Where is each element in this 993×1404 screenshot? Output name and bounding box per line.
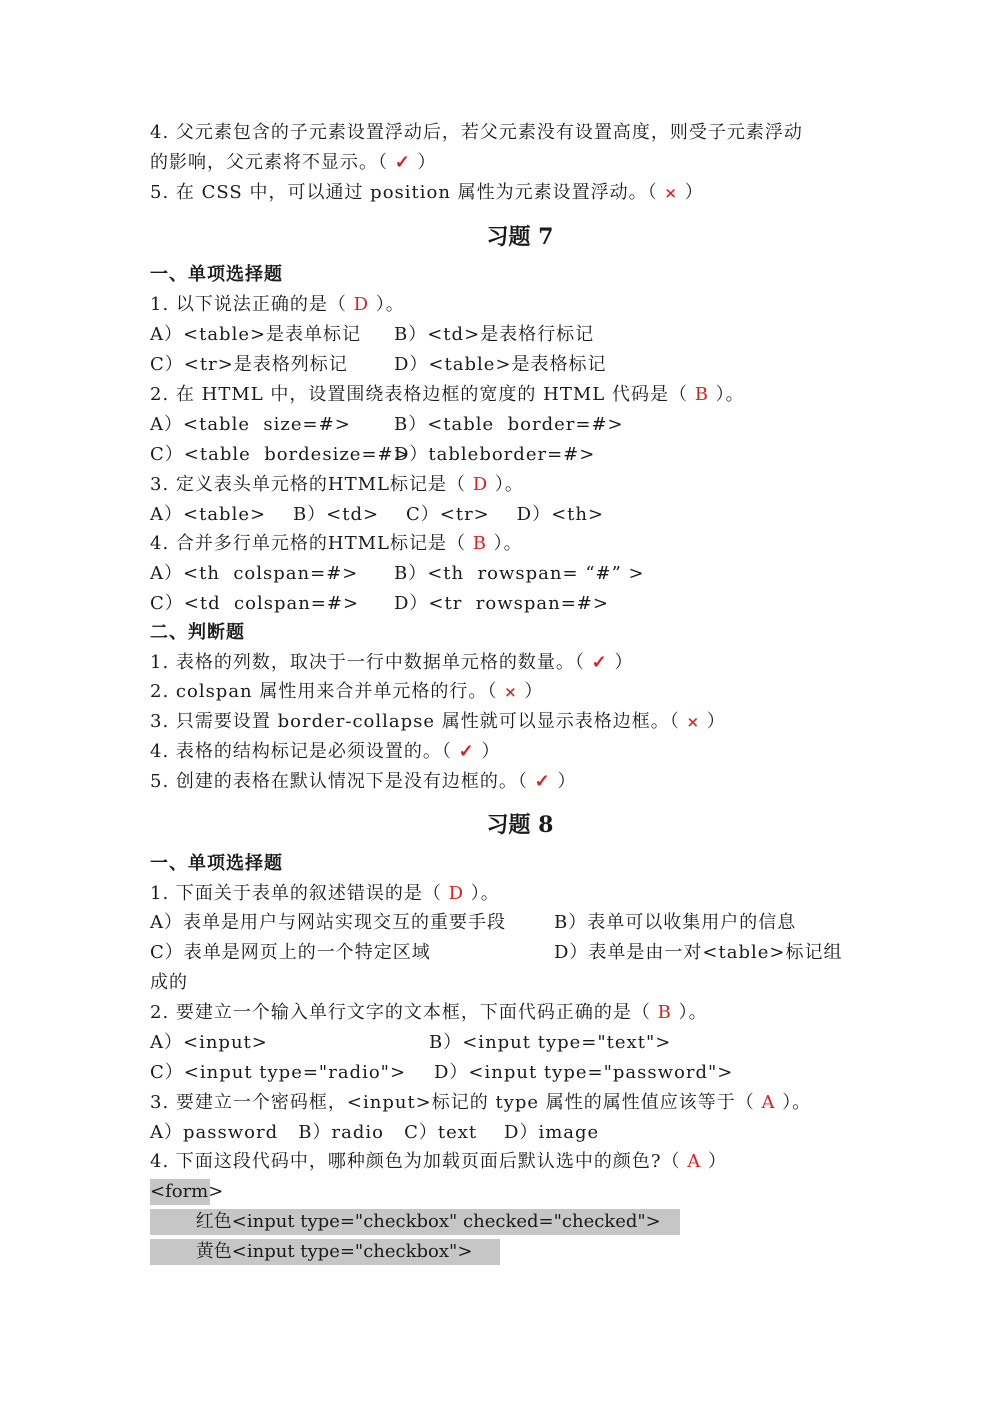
ch8-q2: 2. 要建立一个输入单行文字的文本框，下面代码正确的是（ B ）。 bbox=[150, 1002, 708, 1023]
answer: A bbox=[761, 1092, 776, 1113]
ch8-q3-options: A）password B）radio C）text D）image bbox=[150, 1122, 600, 1143]
ch8-title: 习题 8 bbox=[486, 812, 554, 838]
ch7-j3: 3. 只需要设置 border-collapse 属性就可以显示表格边框。（ × ） bbox=[150, 711, 726, 732]
ch7-q1: 1. 以下说法正确的是（ D ）。 bbox=[150, 294, 405, 315]
answer: B bbox=[657, 1002, 672, 1023]
ch7-q4: 4. 合并多行单元格的HTML标记是（ B ）。 bbox=[150, 533, 523, 554]
answer: D bbox=[448, 883, 465, 904]
ch7-section-choice: 一、单项选择题 bbox=[150, 264, 283, 285]
ch8-q1-option-d-continued: 成的 bbox=[150, 972, 188, 993]
answer: D bbox=[472, 474, 489, 495]
answer: D bbox=[353, 294, 370, 315]
code-line-red-checkbox: 红色<input type="checkbox" checked="checked"> bbox=[150, 1209, 680, 1235]
document-page: 4. 父元素包含的子元素设置浮动后，若父元素没有设置高度，则受子元素浮动 的影响，父元素将不显示。（ ✓ ） 5. 在 CSS 中，可以通过 position 属性为元素设置浮动。（ × ） 习题 7 一、单项选择题 1. 以下说法正确的是（ D ）。 A）<table>是表单标记 B）<td>是表格行标记 C）<tr>是表格列标记 D）<table>是表格标记 2. 在 HTML 中，设置围绕表格边框的宽度的 HTML 代码是（ B ）。 A）<table size=#> B）<table border=#> C）<table bordesize=#> D）tableborder=#> 3. 定义表头单元格的HTML标记是（ D ）。 A）<table> B）<td> C）<tr> D）<th> 4. 合并多行单元格的HTML标记是（ B ）。 A）<th colspan=#> B）<th rowspan= “#” > C）<td colspan=#> D）<tr rowspan=#> 二、判断题 1. 表格的列数，取决于一行中数据单元格的数量。（ ✓ ） 2. colspan 属性用来合并单元格的行。（ × ） 3. 只需要设置 border-collapse 属性就可以显示表格边框。（ × ） 4. 表格的结构标记是必须设置的。（ ✓ ） 5. 创建的表格在默认情况下是没有边框的。（ ✓ ） 习题 8 一、单项选择题 1. 下面关于表单的叙述错误的是（ D ）。 A）表单是用户与网站实现交互的重要手段 B）表单可以收集用户的信息 C）表单是网页上的一个特定区域 D）表单是由一对<table>标记组 成的 2. 要建立一个输入单行文字的文本框，下面代码正确的是（ B ）。 A）<input> B）<input type="text"> C）<input type="radio"> D）<input type="password"> 3. 要建立一个密码框，<input>标记的 type 属性的属性值应该等于（ A ）。 A）password B）radio C）text D）image 4. 下面这段代码中，哪种颜色为加载页面后默认选中的颜色?（ A ） <form> 红色<input type="checkbox" checked="checked"> 黄色<input type="checkbox"> bbox=[0, 0, 993, 1404]
cross-icon: × bbox=[664, 184, 678, 202]
cross-icon: × bbox=[686, 713, 701, 731]
check-icon: ✓ bbox=[394, 152, 411, 173]
answer: B bbox=[472, 533, 487, 554]
ch7-j1: 1. 表格的列数，取决于一行中数据单元格的数量。（ ✓ ） bbox=[150, 652, 634, 673]
cross-icon: × bbox=[504, 683, 518, 701]
ch7-section-judge: 二、判断题 bbox=[150, 622, 245, 643]
ch7-q3-options: A）<table> B）<td> C）<tr> D）<th> bbox=[150, 504, 605, 525]
code-line-form: <form> bbox=[150, 1179, 210, 1205]
ch8-q4: 4. 下面这段代码中，哪种颜色为加载页面后默认选中的颜色?（ A ） bbox=[150, 1151, 727, 1172]
ch8-q1: 1. 下面关于表单的叙述错误的是（ D ）。 bbox=[150, 883, 500, 904]
ch7-j4: 4. 表格的结构标记是必须设置的。（ ✓ ） bbox=[150, 741, 501, 762]
ch7-title: 习题 7 bbox=[486, 224, 554, 250]
check-icon: ✓ bbox=[591, 652, 608, 673]
check-icon: ✓ bbox=[534, 771, 551, 792]
ch7-q3: 3. 定义表头单元格的HTML标记是（ D ）。 bbox=[150, 474, 524, 495]
ch7-q2: 2. 在 HTML 中，设置围绕表格边框的宽度的 HTML 代码是（ B ）。 bbox=[150, 384, 745, 405]
ch7-j2: 2. colspan 属性用来合并单元格的行。（ × ） bbox=[150, 681, 544, 702]
check-icon: ✓ bbox=[458, 741, 475, 762]
ch8-section-choice: 一、单项选择题 bbox=[150, 853, 283, 874]
code-line-yellow-checkbox: 黄色<input type="checkbox"> bbox=[150, 1239, 500, 1265]
ch6-q4-line1: 4. 父元素包含的子元素设置浮动后，若父元素没有设置高度，则受子元素浮动 bbox=[150, 122, 803, 143]
ch6-q4-line2: 的影响，父元素将不显示。（ ✓ ） bbox=[150, 152, 437, 173]
ch8-q3: 3. 要建立一个密码框，<input>标记的 type 属性的属性值应该等于（ A ）。 bbox=[150, 1092, 812, 1113]
ch6-q5: 5. 在 CSS 中，可以通过 position 属性为元素设置浮动。（ × ） bbox=[150, 182, 704, 203]
answer: A bbox=[687, 1151, 702, 1172]
answer: B bbox=[694, 384, 709, 405]
ch7-j5: 5. 创建的表格在默认情况下是没有边框的。（ ✓ ） bbox=[150, 771, 577, 792]
